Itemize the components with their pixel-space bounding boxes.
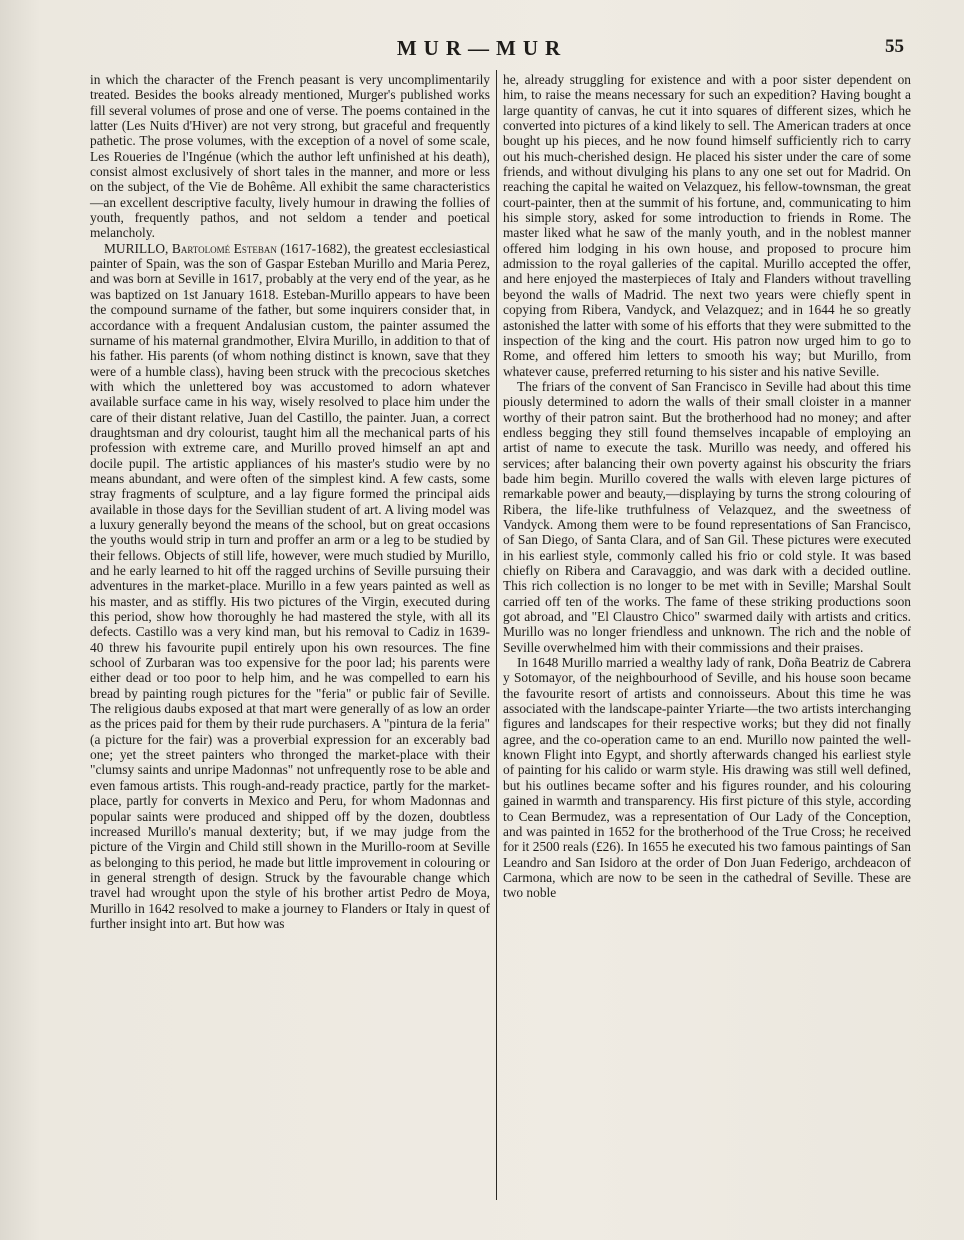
page-header xyxy=(0,36,964,62)
column-divider xyxy=(496,70,497,1200)
entry-heading: MURILLO, Bartolomé Esteban xyxy=(104,240,277,256)
paragraph: In 1648 Murillo married a wealthy lady of rank, Doña Beatriz de Cabrera y Sotomayor, of the neighbourhood of Seville, and his house soon became the favourite resort of artists and connoisseurs. About this time he was associated with the landscape-painter Yriarte—the two artists interchanging figures and landscapes for their respective works; but they did not finally agree, and the co-operation came to an end. Murillo now painted the well-known Flight into Egypt, and shortly afterwards changed his earliest style of painting for his calido or warm style. His drawing was still well defined, but his outlines became softer and his figures rounder, and his colouring gained in warmth and transparency. His first picture of this style, according to Cean Bermudez, was a representation of Our Lady of the Conception, and was painted in 1652 for the brotherhood of the True Cross; he received for it 2500 reals (£26). In 1655 he executed his two famous paintings of San Leandro and San Isidoro at the order of Don Juan Federigo, archdeacon of Carmona, which are now to be seen in the cathedral of Seville. These are two noble xyxy=(503,655,911,901)
entry-paragraph xyxy=(90,241,490,931)
paragraph: The friars of the convent of San Francisco in Seville had about this time piously determined to adorn the walls of their small cloister in a manner worthy of their patron saint. But the brotherhood had no money; and after endless begging they still found themselves incapable of employing an artist of name to execute the task. Murillo was needy, and offered his services; after balancing their own poverty against his obscurity the friars bade him begin. Murillo covered the walls with eleven large pictures of remarkable power and beauty,—displaying by turns the strong colouring of Ribera, the life-like truthfulness of Velazquez, and the sweetness of Vandyck. Among them were to be found representations of San Francisco, of San Diego, of Santa Clara, and of San Gil. These pictures were executed in his earliest style, commonly called his frio or cold style. It was based chiefly on Ribera and Caravaggio, and was dark with a decided outline. This rich collection is no longer to be met with in Seville; Marshal Soult carried off ten of the works. The fame of these striking productions soon got abroad, and "El Claustro Chico" swarmed daily with artists and critics. Murillo was no longer friendless and unknown. The rich and the noble of Seville overwhelmed him with their commissions and their praises. xyxy=(503,378,911,655)
left-column xyxy=(90,72,490,931)
page-number: 55 xyxy=(885,36,904,57)
paragraph: he, already struggling for existence and with a poor sister dependent on him, to raise the means necessary for such an expedition? Having bought a large quantity of canvas, he cut it into squares of different sizes, which he converted into pictures of a kind likely to sell. The American traders at once bought up his pieces, and he now found himself sufficiently rich to carry out his much-cherished design. He placed his sister under the care of some friends, and without divulging his plans to any one set out for Madrid. On reaching the capital he waited on Velazquez, his fellow-townsman, the great court-painter, then at the summit of his fortune, and, communicating to him his simple story, asked for some introduction to friends in Rome. The master liked what he saw of the manly youth, and in the noblest manner offered him lodging in his own house, and proposed to procure him admission to the royal galleries of the capital. Murillo accepted the offer, and here enjoyed the masterpieces of Italy and Flanders without travelling beyond the walls of Madrid. The next two years were chiefly spent in copying from Ribera, Vandyck, and Velazquez; and in 1644 he so greatly astonished the latter with some of his efforts that they were submitted to the inspection of the king and the court. His patron now urged him to go to Rome, and offered him letters to smooth his way; but Murillo, from whatever cause, preferred returning to his sister and his native Seville. xyxy=(503,72,911,379)
running-head: MUR—MUR xyxy=(396,36,568,60)
paragraph: in which the character of the French peasant is very uncomplimentarily treated. Besides the books already mentioned, Murger's published works fill several volumes of prose and one of verse. The poems contained in the latter (Les Nuits d'Hiver) are not very strong, but graceful and frequently pathetic. The prose volumes, with the exception of a novel of some scale, Les Roueries de l'Ingénue (which the author left unfinished at his death), consist almost exclusively of short tales in the manner, and more or less on the subject, of the Vie de Bohême. All exhibit the same characteristics—an excellent descriptive faculty, lively humour in drawing the follies of youth, frequently pathos, and not seldom a tender and poetical melancholy. xyxy=(90,72,490,241)
entry-text: (1617-1682), the greatest ecclesiastical painter of Spain, was the son of Gaspar Esteban Murillo and Maria Perez, and was born at Seville in 1617, probably at the very end of the year, as he was baptized on 1st January 1618. Esteban-Murillo appears to have been the compound surname of the father, but some inquirers consider that, in accordance with a frequent Andalusian custom, the painter assumed the surname of his maternal grandmother, Elvira Murillo, in addition to that of his father. His parents (of whom nothing distinct is known, save that they were of a humble class), having been struck with the precocious sketches with which the unlettered boy was accustomed to adorn whatever available surface came in his way, wisely resolved to place him under the care of their distant relative, Juan del Castillo, the painter. Juan, a correct draughtsman and dry colourist, taught him all the mechanical parts of his profession with extreme care, and Murillo proved himself an apt and docile pupil. The artistic appliances of his master's studio were by no means abundant, and were often of the simplest kind. A few casts, some stray fragments of sculpture, and a lay figure formed the principal aids available in those days for the Sevillian student of art. A living model was a luxury generally beyond the means of the school, but on great occasions the youths would strip in turn and proffer an arm or a leg to be studied by their fellows. Objects of still life, however, were much studied by Murillo, and he early learned to hit off the ragged urchins of Seville pursuing their adventures in the market-place. Murillo in a few years painted as well as his master, and as stiffly. His two pictures of the Virgin, executed during this period, show how thoroughly he had mastered the style, with all its defects. Castillo was a very kind man, but his removal to Cadiz in 1639-40 threw his favourite pupil entirely upon his own resources. The fine school of Zurbaran was too expensive for the poor lad; his parents were either dead or too poor to help him, and he was compelled to earn his bread by painting rough pictures for the "feria" or public fair of Seville. The religious daubs exposed at that mart were generally of as low an order as the prices paid for them by their rude purchasers. A "pintura de la feria" (a picture for the fair) was a proverbial expression for an excerably bad one; yet the street painters who thronged the market-place with their "clumsy saints and unripe Madonnas" not unfrequently rose to be able and even famous artists. This rough-and-ready practice, partly for the market-place, partly for converts in Mexico and Peru, for whom Madonnas and popular saints were produced and shipped off by the dozen, doubtless increased Murillo's manual dexterity; but, if we may judge from the picture of the Virgin and Child still shown in the Murillo-room at Seville as belonging to this period, he made but little improvement in colouring or in general strength of design. Struck by the favourable change which travel had wrought upon the style of his brother artist Pedro de Moya, Murillo in 1642 resolved to make a journey to Flanders or Italy in quest of further insight into art. But how was xyxy=(90,240,490,931)
right-column xyxy=(503,72,911,901)
